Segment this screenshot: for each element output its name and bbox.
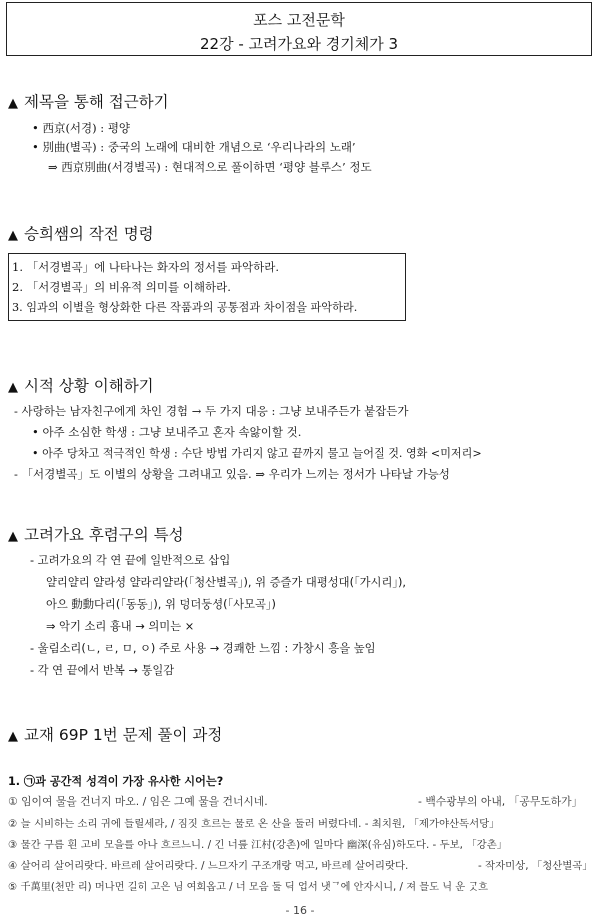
list-item: ⇒ 西京別曲(서경별곡) : 현대적으로 풀이하면 ‘평양 블루스’ 정도 (48, 160, 372, 174)
list-item: • 西京(서경) : 평양 (32, 121, 131, 135)
lesson-title: 22강 - 고려가요와 경기체가 3 (199, 35, 399, 53)
list-item: - 고려가요의 각 연 끝에 일반적으로 삽입 (30, 554, 231, 567)
section-heading-title-approach: ▲ 제목을 통해 접근하기 (8, 93, 169, 111)
list-item: 아으 動動다리(「동동」), 위 덩더둥셩(「사모곡」) (46, 598, 276, 611)
mission-item: 1. 「서경별곡」에 나타나는 화자의 정서를 파악하라. (12, 260, 279, 274)
answer-option: ④ 살어리 살어리랏다. 바르레 살어리랏다. / 느므자기 구조개랑 먹고, 바르레 살어리랏다. - 작자미상, 「청산별곡」 (8, 860, 593, 872)
list-item: ⇒ 악기 소리 흉내 → 의미는 × (46, 620, 195, 633)
list-item: • 아주 소심한 학생 : 그냥 보내주고 혼자 속앓이할 것. (32, 425, 302, 439)
list-item: - 「서경별곡」도 이별의 상황을 그려내고 있음. ⇒ 우리가 느끼는 정서가 나타날 가능성 (14, 467, 450, 481)
answer-option: ② 늘 시비하는 소리 귀에 들릴세라, / 짐짓 흐르는 물로 온 산을 둘러 버렸다네. - 최치원, 「제가야산독서당」 (8, 818, 500, 830)
list-item: • 別曲(별곡) : 중국의 노래에 대비한 개념으로 ‘우리나라의 노래’ (32, 140, 356, 154)
list-item: - 사랑하는 남자친구에게 차인 경험 → 두 가지 대응 : 그냥 보내주든가 붙잡든가 (14, 404, 409, 418)
triangle-up-icon: ▲ (8, 529, 18, 544)
question-text: 1. ㉠과 공간적 성격이 가장 유사한 시어는? (8, 775, 224, 788)
list-item: - 각 연 끝에서 반복 → 통일감 (30, 664, 175, 677)
section-heading-textbook: ▲ 교재 69P 1번 문제 풀이 과정 (8, 726, 223, 744)
mission-box (8, 253, 406, 321)
answer-option: ① 임이여 물을 건너지 마오. / 임은 그예 물을 건너시네. - 백수광부의 아내, 「공무도하가」 (8, 795, 583, 808)
list-item: • 아주 당차고 적극적인 학생 : 수단 방법 가리지 않고 끝까지 물고 늘어질 것. 영화 <미저리> (32, 447, 482, 460)
triangle-up-icon: ▲ (8, 96, 18, 111)
mission-item: 3. 임과의 이별을 형상화한 다른 작품과의 공통점과 차이점을 파악하라. (12, 301, 358, 314)
triangle-up-icon: ▲ (8, 228, 18, 243)
page-number: - 16 - (285, 904, 315, 917)
list-item: - 울림소리(ㄴ, ㄹ, ㅁ, ㅇ) 주로 사용 → 경쾌한 느낌 : 가창시 흥을 높임 (30, 642, 376, 655)
list-item: 얄리얄리 얄라셩 얄라리얄라(「청산별곡」), 위 증즐가 대평성대(「가시리」), (46, 576, 407, 589)
course-title: 포스 고전문학 (253, 11, 345, 29)
section-heading-mission: ▲ 승희쌤의 작전 명령 (8, 225, 154, 243)
section-heading-situation: ▲ 시적 상황 이해하기 (8, 377, 154, 395)
title-box (6, 2, 592, 56)
triangle-up-icon: ▲ (8, 380, 18, 395)
answer-option: ⑤ 千萬里(천만 리) 머나먼 길히 고은 님 여희옵고 / 너 모음 둘 딕 업서 냇ᄀ에 안자시니, / 져 믈도 닉 운 ᄀᆞᆺ흐 (8, 882, 489, 893)
answer-option: ③ 물간 구름 흰 고비 모을를 아나 흐르느니. / 긴 너릎 江村(강촌)에 일마다 幽深(유심)하도다. - 두보, 「강촌」 (8, 839, 508, 851)
mission-item: 2. 「서경별곡」의 비유적 의미를 이해하라. (12, 280, 231, 294)
triangle-up-icon: ▲ (8, 729, 18, 744)
section-heading-refrain: ▲ 고려가요 후렴구의 특성 (8, 526, 184, 544)
